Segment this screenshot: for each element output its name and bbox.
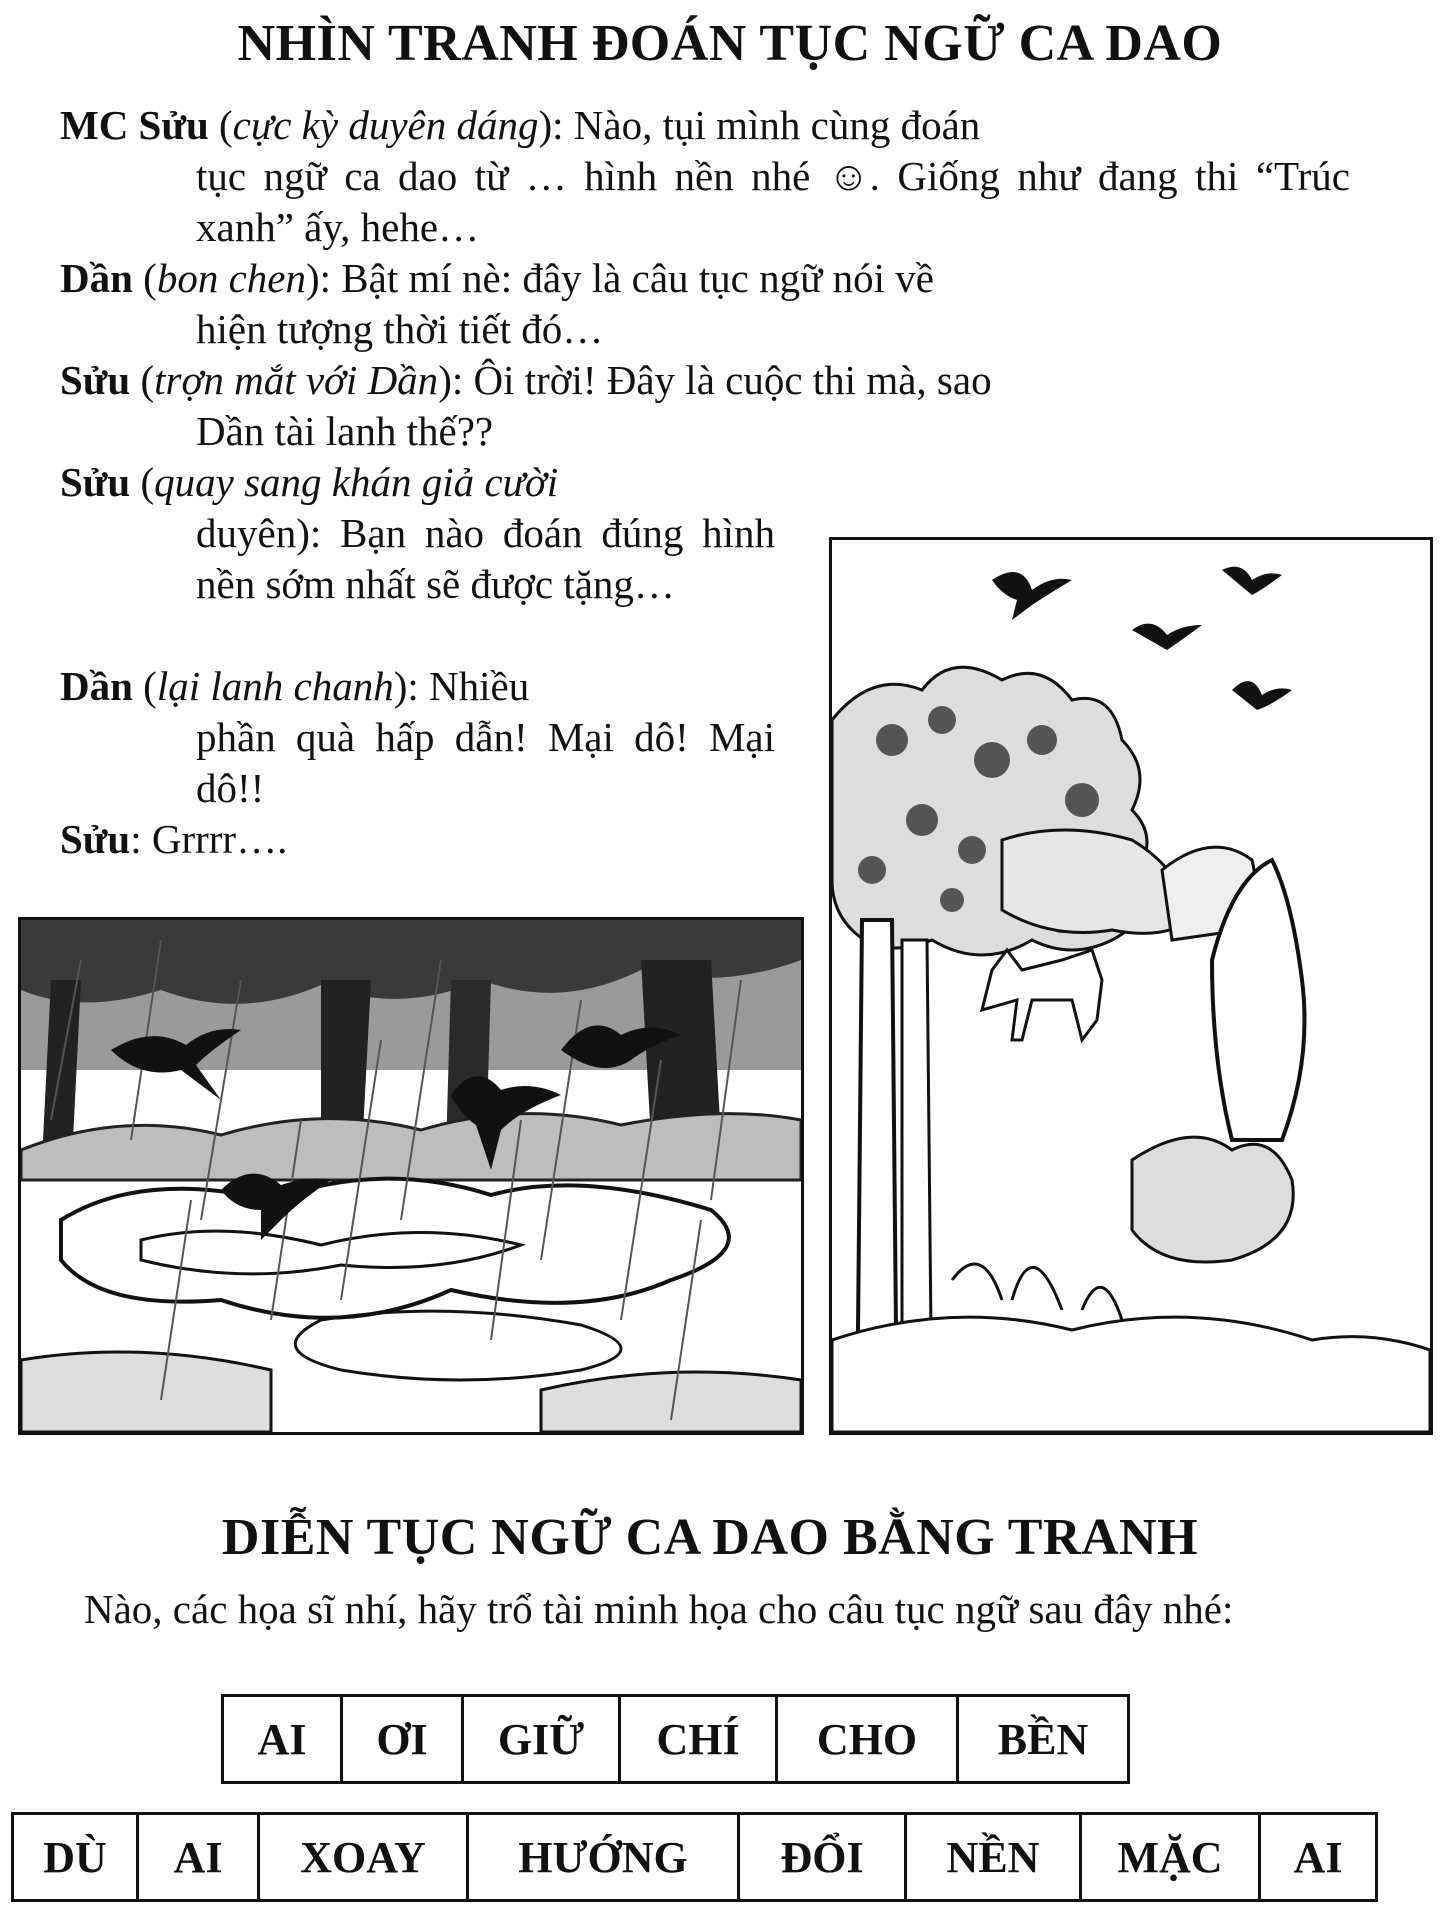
dialogue-line: Sửu (quay sang khán giả cười duyên): Bạn nào đoán đúng hình nền sớm nhất sẽ được tặng… [60, 457, 775, 610]
word-cell: CHÍ [618, 1694, 778, 1784]
word-cell: XOAY [257, 1812, 469, 1902]
speaker: Sửu [60, 816, 131, 862]
word-cell: DÙ [11, 1812, 139, 1902]
rain-scene-drawing [21, 920, 801, 1432]
stage-direction: lại lanh chanh [156, 663, 394, 709]
speaker: Sửu [60, 459, 131, 505]
line-continuation: tục ngữ ca dao từ … hình nền nhé ☺. Giống như đang thi “Trúc xanh” ấy, hehe… [196, 153, 1350, 250]
proverb-row-2 [14, 1812, 1378, 1902]
line-continuation: duyên): Bạn nào đoán đúng hình nền sớm nhất sẽ được tặng… [196, 510, 775, 607]
dialogue-line [60, 814, 775, 865]
sunny-forest-illustration [829, 537, 1433, 1435]
speaker: Sửu [60, 357, 131, 403]
word-cell: ĐỔI [737, 1812, 907, 1902]
stage-direction: cực kỳ duyên dáng [232, 102, 539, 148]
line-text: ): Nào, tụi mình cùng đoán [538, 102, 981, 148]
stage-direction: quay sang khán giả cười [154, 459, 559, 505]
stage-direction: bon chen [156, 255, 306, 301]
section-title-guess: NHÌN TRANH ĐOÁN TỤC NGỮ CA DAO [237, 15, 1223, 72]
word-cell: CHO [775, 1694, 959, 1784]
line-text: : Grrrr…. [130, 816, 288, 862]
dialogue-line: Dần (lại lanh chanh): Nhiều phần quà hấp dẫn! Mại dô! Mại dô!! [60, 661, 775, 814]
stage-direction: trợn mắt với Dần [154, 357, 439, 403]
word-cell: AI [221, 1694, 343, 1784]
word-cell: GIỮ [461, 1694, 621, 1784]
word-cell: MẶC [1079, 1812, 1261, 1902]
proverb-row-1 [224, 1694, 1130, 1784]
section-title-illustrate: DIỄN TỤC NGỮ CA DAO BẰNG TRANH [221, 1509, 1199, 1566]
speaker: Dần [60, 663, 133, 709]
word-cell: BỀN [956, 1694, 1130, 1784]
word-cell: ƠI [340, 1694, 464, 1784]
line-continuation: hiện tượng thời tiết đó… [196, 306, 604, 352]
sunny-scene-drawing [832, 540, 1430, 1432]
line-continuation: Dần tài lanh thế?? [196, 408, 494, 454]
line-text: ): Bật mí nè: đây là câu tục ngữ nói về [305, 255, 934, 301]
speaker: MC Sửu [60, 102, 209, 148]
rain-illustration [18, 917, 804, 1435]
word-cell: NỀN [904, 1812, 1082, 1902]
line-text: ): Ôi trời! Đây là cuộc thi mà, sao [438, 357, 992, 403]
speaker: Dần [60, 255, 133, 301]
intro-paragraph: Nào, các họa sĩ nhí, hãy trổ tài minh họa cho câu tục ngữ sau đây nhé: [84, 1586, 1234, 1632]
dialogue-line: Sửu (trợn mắt với Dần): Ôi trời! Đây là cuộc thi mà, sao Dần tài lanh thế?? [60, 355, 1350, 457]
dialogue-line: Dần (bon chen): Bật mí nè: đây là câu tục ngữ nói về hiện tượng thời tiết đó… [60, 253, 1350, 355]
line-continuation: phần quà hấp dẫn! Mại dô! Mại dô!! [196, 714, 775, 811]
word-cell: AI [1258, 1812, 1378, 1902]
word-cell: AI [136, 1812, 260, 1902]
word-cell: HƯỚNG [466, 1812, 740, 1902]
line-text: ): Nhiều [393, 663, 530, 709]
dialogue-line: MC Sửu (cực kỳ duyên dáng): Nào, tụi mình cùng đoán tục ngữ ca dao từ … hình nền nhé ☺. Giống như đang thi “Trúc xanh” ấy, hehe… [60, 100, 1350, 253]
